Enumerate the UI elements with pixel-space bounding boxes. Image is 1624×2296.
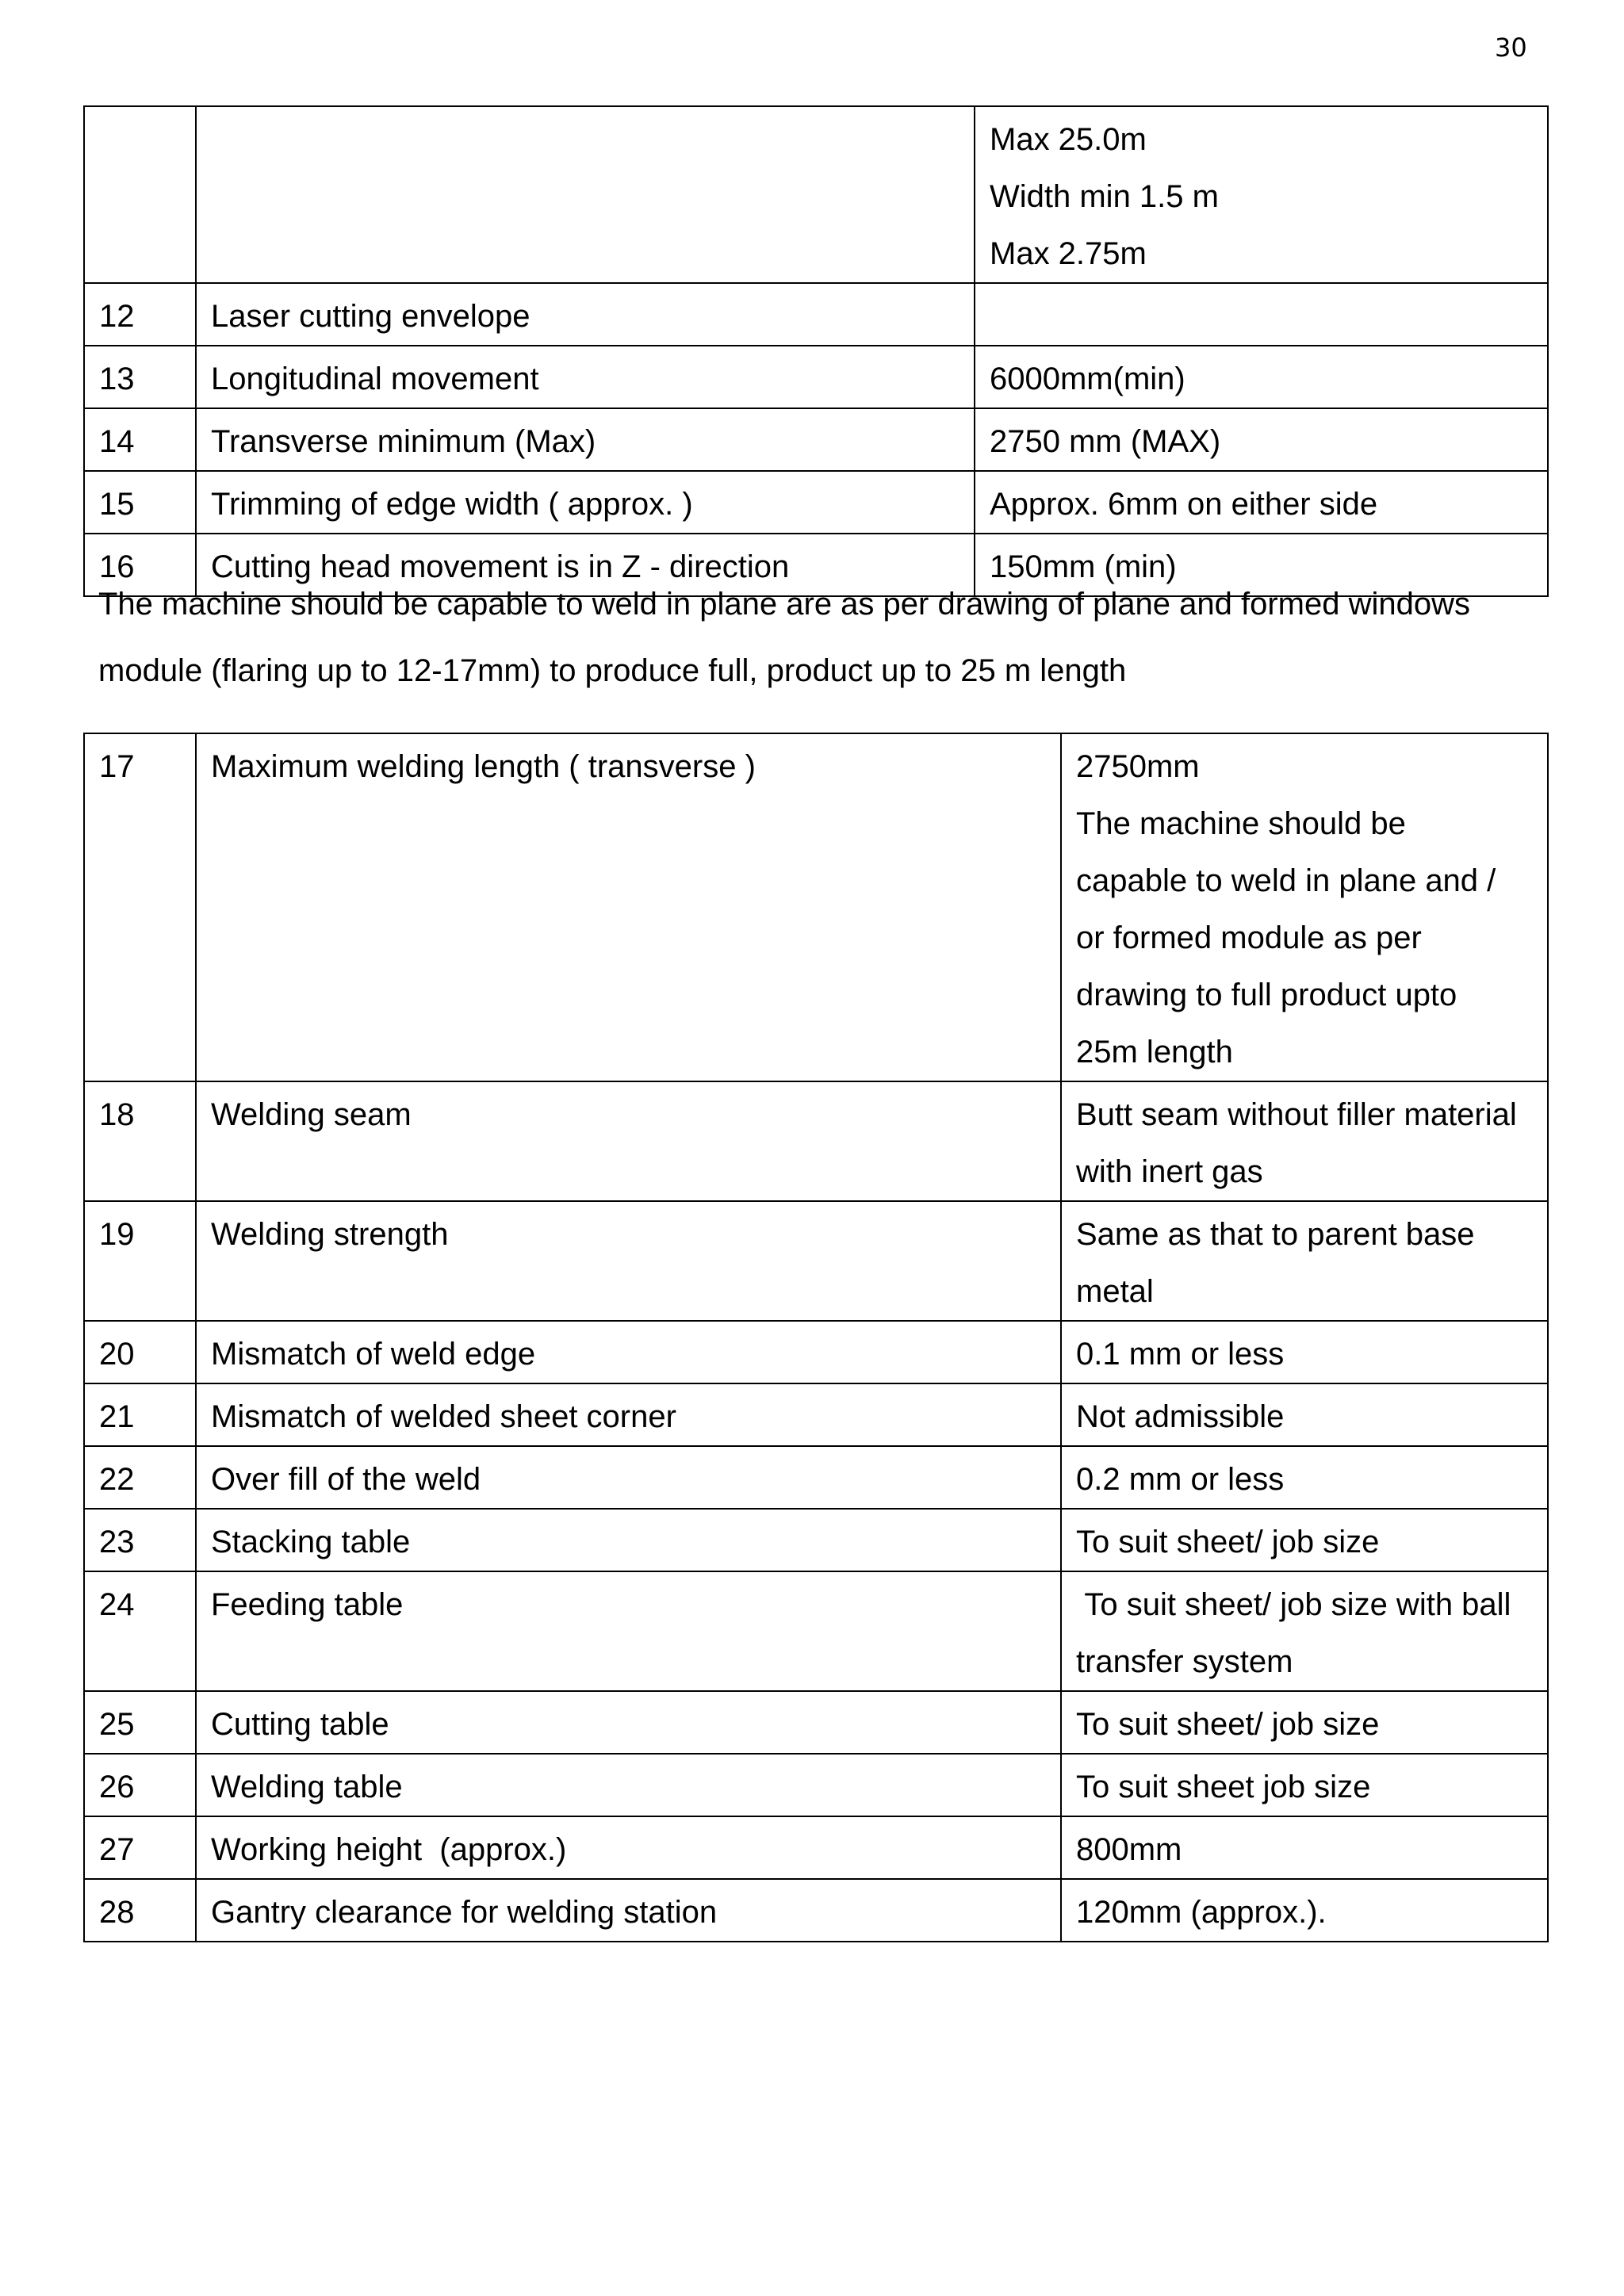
value-line: or formed module as per [1076, 920, 1422, 955]
row-description-cell: Stacking table [196, 1509, 1061, 1571]
row-value-cell: 150mm (min) [975, 534, 1548, 596]
page-number: 30 [1495, 33, 1527, 63]
note-line: The machine should be capable to weld in plane are as per drawing of plane and formed windows [98, 587, 1470, 622]
welding-note [98, 571, 1557, 704]
row-number-cell: 24 [84, 1571, 196, 1691]
row-value-cell: 800mm [1061, 1816, 1548, 1879]
table-row [84, 1571, 1548, 1691]
row-description-cell: Trimming of edge width ( approx. ) [196, 471, 975, 534]
row-value-cell [1061, 1201, 1548, 1321]
row-number-cell: 25 [84, 1691, 196, 1754]
row-number-cell: 27 [84, 1816, 196, 1879]
table-row [84, 346, 1548, 408]
row-value-cell: To suit sheet/ job size [1061, 1509, 1548, 1571]
row-description-cell: Laser cutting envelope [196, 283, 975, 346]
row-description-cell: Cutting table [196, 1691, 1061, 1754]
row-description-cell [196, 106, 975, 283]
row-number-cell: 28 [84, 1879, 196, 1942]
row-value-cell: To suit sheet/ job size [1061, 1691, 1548, 1754]
row-description-cell: Maximum welding length ( transverse ) [196, 733, 1061, 1081]
row-description-cell: Feeding table [196, 1571, 1061, 1691]
table-row [84, 1691, 1548, 1754]
row-number-cell: 16 [84, 534, 196, 596]
table-row [84, 1816, 1548, 1879]
value-line: Max 2.75m [990, 236, 1147, 271]
value-line: drawing to full product upto [1076, 978, 1457, 1012]
row-number-cell: 19 [84, 1201, 196, 1321]
row-description-cell: Transverse minimum (Max) [196, 408, 975, 471]
row-description-cell: Welding seam [196, 1081, 1061, 1201]
row-number-cell [84, 106, 196, 283]
row-description-cell: Gantry clearance for welding station [196, 1879, 1061, 1942]
value-line: Butt seam without filler material [1076, 1097, 1517, 1132]
value-line: metal [1076, 1274, 1154, 1309]
row-description-cell: Welding table [196, 1754, 1061, 1816]
table-row [84, 1509, 1548, 1571]
row-value-cell [1061, 733, 1548, 1081]
value-line: To suit sheet/ job size with ball [1076, 1587, 1511, 1622]
row-number-cell: 15 [84, 471, 196, 534]
row-value-cell: Not admissible [1061, 1383, 1548, 1446]
table-row [84, 1879, 1548, 1942]
row-description-cell: Mismatch of welded sheet corner [196, 1383, 1061, 1446]
value-line: transfer system [1076, 1644, 1293, 1679]
row-description-cell: Cutting head movement is in Z - direction [196, 534, 975, 596]
table-row [84, 1081, 1548, 1201]
value-line: The machine should be [1076, 806, 1406, 841]
table-row [84, 408, 1548, 471]
row-value-cell: Approx. 6mm on either side [975, 471, 1548, 534]
spec-table-cutting [83, 105, 1549, 597]
row-number-cell: 14 [84, 408, 196, 471]
row-value-cell: 120mm (approx.). [1061, 1879, 1548, 1942]
value-line: 25m length [1076, 1035, 1233, 1070]
value-line: with inert gas [1076, 1154, 1263, 1189]
row-value-cell [1061, 1571, 1548, 1691]
table-row [84, 1383, 1548, 1446]
table-row [84, 283, 1548, 346]
row-value-cell: To suit sheet job size [1061, 1754, 1548, 1816]
row-description-cell: Mismatch of weld edge [196, 1321, 1061, 1383]
value-line: capable to weld in plane and / [1076, 863, 1496, 898]
table-row [84, 1321, 1548, 1383]
row-number-cell: 12 [84, 283, 196, 346]
table-row [84, 471, 1548, 534]
row-number-cell: 18 [84, 1081, 196, 1201]
row-value-cell [975, 106, 1548, 283]
row-number-cell: 22 [84, 1446, 196, 1509]
spec-table-welding [83, 733, 1549, 1942]
row-description-cell: Longitudinal movement [196, 346, 975, 408]
table-row [84, 1201, 1548, 1321]
row-value-cell [1061, 1081, 1548, 1201]
note-line: module (flaring up to 12-17mm) to produce full, product up to 25 m length [98, 653, 1127, 688]
value-line: Width min 1.5 m [990, 179, 1219, 214]
row-value-cell: 0.1 mm or less [1061, 1321, 1548, 1383]
row-number-cell: 17 [84, 733, 196, 1081]
row-value-cell [975, 283, 1548, 346]
table-row [84, 1754, 1548, 1816]
value-line: Max 25.0m [990, 122, 1147, 157]
table-row [84, 733, 1548, 1081]
row-number-cell: 20 [84, 1321, 196, 1383]
value-line: 2750mm [1076, 749, 1200, 784]
table-row [84, 106, 1548, 283]
table-row [84, 1446, 1548, 1509]
row-number-cell: 13 [84, 346, 196, 408]
row-number-cell: 26 [84, 1754, 196, 1816]
row-description-cell: Over fill of the weld [196, 1446, 1061, 1509]
row-number-cell: 23 [84, 1509, 196, 1571]
row-value-cell: 2750 mm (MAX) [975, 408, 1548, 471]
row-value-cell: 6000mm(min) [975, 346, 1548, 408]
row-description-cell: Welding strength [196, 1201, 1061, 1321]
row-number-cell: 21 [84, 1383, 196, 1446]
row-value-cell: 0.2 mm or less [1061, 1446, 1548, 1509]
row-description-cell: Working height (approx.) [196, 1816, 1061, 1879]
value-line: Same as that to parent base [1076, 1217, 1475, 1252]
